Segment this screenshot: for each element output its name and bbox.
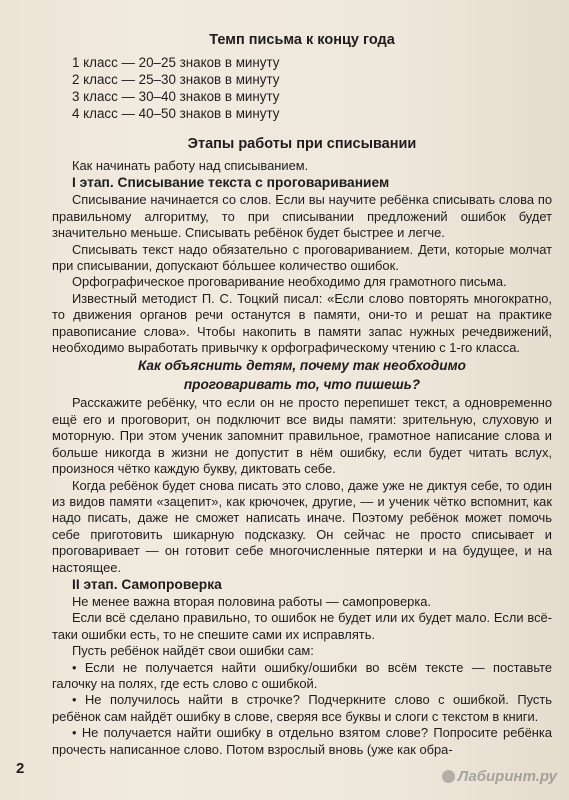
stage2-paragraph: Если всё сделано правильно, то ошибок не будет или их будет мало. Если всё-таки ошибки есть, то не спешите сами их исправлять. <box>52 610 552 642</box>
stage2-paragraph: Пусть ребёнок найдёт свои ошибки сам: <box>72 643 314 659</box>
stage2-bullet: • Если не получается найти ошибку/ошибки во всём тексте — поставьте галочку на полях, где есть слово с ошибкой. <box>52 659 552 691</box>
stage1-title: I этап. Списывание текста с проговариванием <box>72 175 390 191</box>
stage1-paragraph: Орфографическое проговаривание необходимо для грамотного письма. <box>72 274 507 290</box>
stage1-paragraph: Известный методист П. С. Тоцкий писал: «Если слово повторять многократно, то движения органов речи останутся в памяти, они-то и решат на практике правописание слова». Чтобы накопить в памяти запас нужных речедвижений, необходимо выработать привычку к орфографическому чтению с 1-го класса. <box>52 290 552 356</box>
stage2-bullet: • Не получается найти ошибку в отдельно взятом слове? Попросите ребёнка прочесть написанное слово. Потом взрослый вновь (уже как обра- <box>52 725 552 757</box>
stage2-title: II этап. Самопроверка <box>72 576 222 592</box>
stages-title: Этапы работы при списывании <box>187 136 417 152</box>
labyrinth-logo-icon <box>442 770 455 783</box>
watermark <box>442 768 557 785</box>
tempo-row: 1 класс — 20–25 знаков в минуту <box>72 55 280 70</box>
stage1-paragraph: Списывание начинается со слов. Если вы научите ребёнка списывать слова по правильному алгоритму, то при списывании предложений ошибок будет значительно меньше. Списывать ребёнок будет быстрее и легче. <box>52 192 552 241</box>
page-number: 2 <box>16 760 25 777</box>
question-paragraph: Расскажите ребёнку, что если он не просто перепишет текст, а одновременно ещё его и проговорит, он подключит все виды памяти: зрительную, слуховую и моторную. При этом ученик запомнит правильное, грамотное написание слова и больше никогда в жизни не допустит в нём ошибку, если будет читать вслух, произнося чётко каждую букву, диктовать себе. <box>52 395 552 477</box>
stages-intro: Как начинать работу над списыванием. <box>72 158 309 173</box>
tempo-list <box>72 54 552 122</box>
tempo-row: 4 класс — 40–50 знаков в минуту <box>72 106 280 121</box>
question-title-line2: проговаривать то, что пишешь? <box>183 377 421 393</box>
question-paragraph: Когда ребёнок будет снова писать это слово, даже уже не диктуя себе, то один из видов памяти «зацепит», как крючочек, другие, — и ученик чётко вспомнит, как надо писать, даже не сможет написать иначе. Поэтому ребёнок может помочь себе приготовить шикарную подсказку. Он сейчас не просто списывает и проговаривает — он готовит себе многочисленные пятерки и на будущее, и на настоящее. <box>52 477 552 575</box>
tempo-row: 2 класс — 25–30 знаков в минуту <box>72 72 280 87</box>
stage1-paragraph: Списывать текст надо обязательно с проговариванием. Дети, которые молчат при списывании, допускают бо́льшее количество ошибок. <box>52 241 552 274</box>
tempo-title: Темп письма к концу года <box>209 32 395 48</box>
stage2-paragraph: Не менее важна вторая половина работы — самопроверка. <box>72 593 432 609</box>
page-content <box>52 28 552 758</box>
tempo-row: 3 класс — 30–40 знаков в минуту <box>72 89 280 104</box>
stage2-bullet: • Не получилось найти в строчке? Подчеркните слово с ошибкой. Пусть ребёнок сам найдёт ошибку в слове, сверяя все буквы и слоги с текстом в книги. <box>52 692 552 724</box>
watermark-text: Лабиринт.ру <box>457 768 557 785</box>
question-title-line1: Как объяснить детям, почему так необходимо <box>138 358 466 374</box>
